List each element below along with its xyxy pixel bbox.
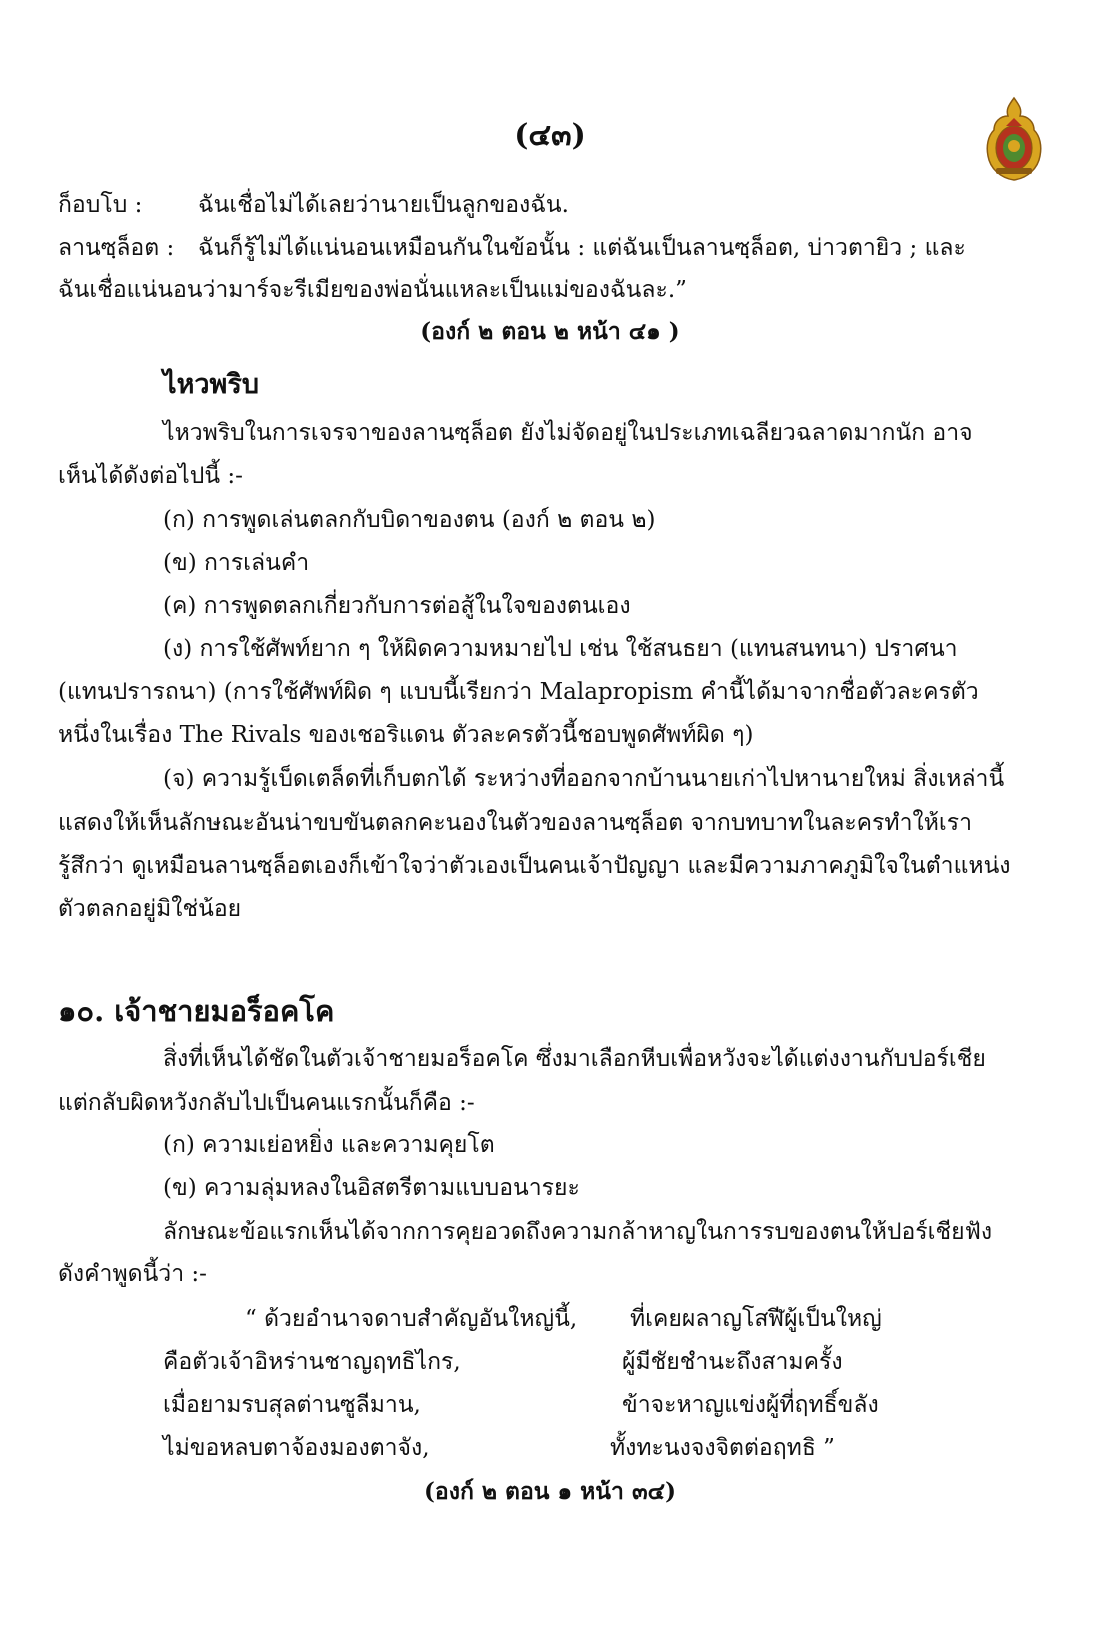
list-item: (ข) ความลุ่มหลงในอิสตรีตามแบบอนารยะ [163,1175,580,1201]
poem-line-left: เมื่อยามรบสุลต่านซูลีมาน, [163,1392,421,1418]
dialogue-line [58,190,569,220]
list-item: (ก) การพูดเล่นตลกกับบิดาของตน (องก์ ๒ ตอน ๒) [163,507,656,533]
section-heading-morocco: ๑๐. เจ้าชายมอร็อคโค [58,994,335,1028]
paragraph-line: ดังคำพูดนี้ว่า :- [58,1261,207,1287]
paragraph-line: ตัวตลกอยู่มิใช่น้อย [58,896,242,922]
list-item: (จ) ความรู้เบ็ดเตล็ดที่เก็บตกได้ ระหว่างที่ออกจากบ้านนายเก่าไปหานายใหม่ สิ่งเหล่านี้ [163,766,1005,792]
poem-line-right: ผู้มีชัยชำนะถึงสามครั้ง [622,1349,843,1375]
poem-line-left: “ ด้วยอำนาจดาบสำคัญอันใหญ่นี้, [245,1306,578,1332]
paragraph-line: หนึ่งในเรื่อง The Rivals ของเชอริแดน ตัวละครตัวนี้ชอบพูดศัพท์ผิด ๆ) [58,722,754,748]
poem-line-right: ทั้งทะนงจงจิตต่อฤทธิ ” [610,1435,835,1461]
page-number: (๔๓) [514,118,586,153]
poem-line-left: ไม่ขอหลบตาจ้องมองตาจัง, [163,1435,430,1461]
paragraph-line: สิ่งที่เห็นได้ชัดในตัวเจ้าชายมอร็อคโค ซึ่งมาเลือกหีบเพื่อหวังจะได้แต่งงานกับปอร์เชีย [163,1046,986,1072]
ministry-emblem-icon [982,96,1046,182]
paragraph-line: ไหวพริบในการเจรจาของลานซฺล็อต ยังไม่จัดอยู่ในประเภทเฉลียวฉลาดมากนัก อาจ [163,420,973,446]
poem-line-left: คือตัวเจ้าอิหร่านชาญฤทธิไกร, [163,1349,461,1375]
list-item: (ก) ความเย่อหยิ่ง และความคุยโต [163,1132,495,1158]
dialogue-continuation: ฉันเชื่อแน่นอนว่ามาร์จะรีเมียของพ่อนั่นแหละเป็นแม่ของฉันละ.” [58,277,687,303]
dialogue-line [58,233,966,263]
dialogue-text: ฉันเชื่อไม่ได้เลยว่านายเป็นลูกของฉัน. [198,192,569,218]
list-item: (ค) การพูดตลกเกี่ยวกับการต่อสู้ในใจของตนเอง [163,593,631,619]
list-item: (ง) การใช้ศัพท์ยาก ๆ ให้ผิดความหมายไป เช่น ใช้สนธยา (แทนสนทนา) ปราศนา [163,636,958,662]
citation: (องก์ ๒ ตอน ๒ หน้า ๔๑ ) [420,318,680,345]
list-item: (ข) การเล่นคำ [163,550,310,576]
speaker-label: ก็อบโบ : [58,192,143,218]
speaker-label: ลานซฺล็อต : [58,235,175,261]
paragraph-line: เห็นได้ดังต่อไปนี้ :- [58,463,243,489]
poem-line-right: ที่เคยผลาญโสฬีผู้เป็นใหญ่ [630,1306,882,1332]
section-heading-wit: ไหวพริบ [163,369,259,400]
dialogue-text: ฉันก็รู้ไม่ได้แน่นอนเหมือนกันในข้อนั้น : แต่ฉันเป็นลานซฺล็อต, บ่าวตายิว ; และ [198,235,966,261]
paragraph-line: แสดงให้เห็นลักษณะอันน่าขบขันตลกคะนองในตัวของลานซฺล็อต จากบทบาทในละครทำให้เรา [58,810,973,836]
poem-line-right: ข้าจะหาญแข่งผู้ที่ฤทธิ์ขลัง [622,1392,879,1418]
paragraph-line: แต่กลับผิดหวังกลับไปเป็นคนแรกนั้นก็คือ :- [58,1090,475,1116]
citation: (องก์ ๒ ตอน ๑ หน้า ๓๔) [424,1478,676,1505]
paragraph-line: ลักษณะข้อแรกเห็นได้จากการคุยอวดถึงความกล้าหาญในการรบของตนให้ปอร์เชียฟัง [163,1219,993,1245]
paragraph-line: รู้สึกว่า ดูเหมือนลานซฺล็อตเองก็เข้าใจว่าตัวเองเป็นคนเจ้าปัญญา และมีความภาคภูมิใจในตำแหน่ง [58,853,1011,879]
paragraph-line: (แทนปรารถนา) (การใช้ศัพท์ผิด ๆ แบบนี้เรียกว่า Malapropism คำนี้ได้มาจากชื่อตัวละครตัว [58,679,979,705]
